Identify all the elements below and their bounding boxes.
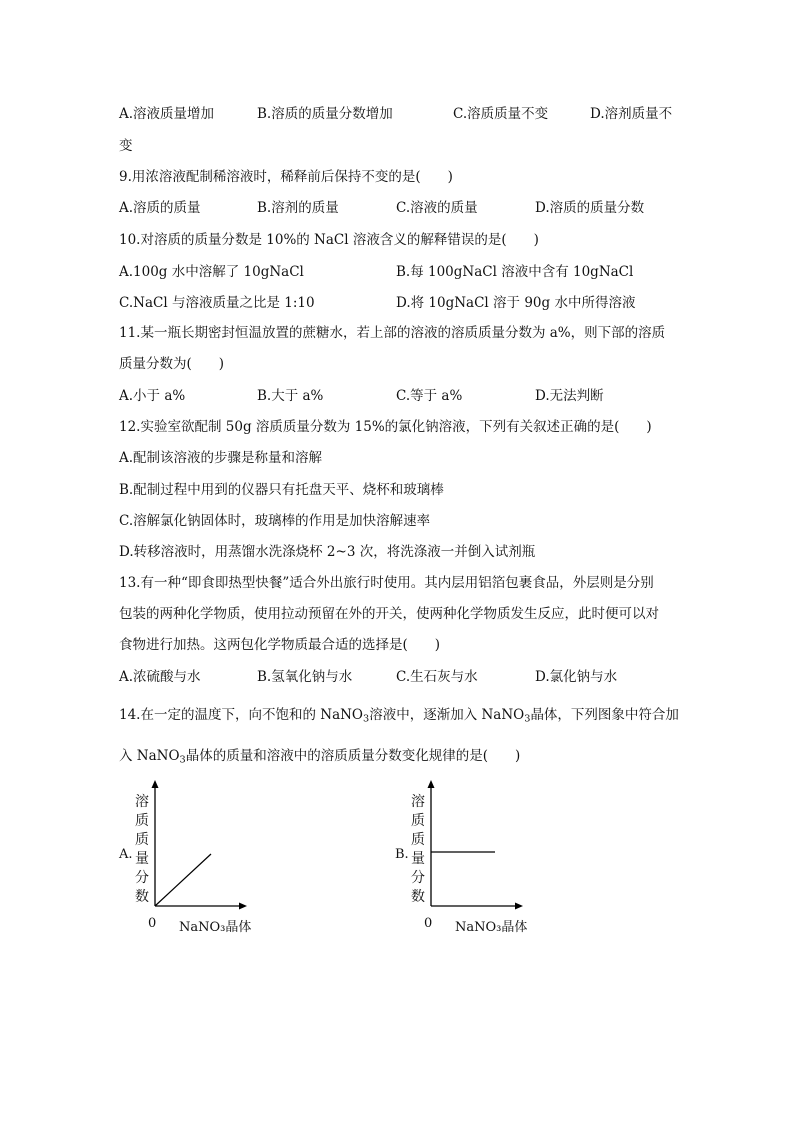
q11-option-c: C.等于 a% [396, 388, 463, 404]
q8-option-d-wrap: 变 [119, 138, 133, 154]
q9-option-b: B.溶剂的质量 [257, 200, 339, 216]
q11-option-d: D.无法判断 [535, 388, 604, 404]
q12-option-b: B.配制过程中用到的仪器只有托盘天平、烧杯和玻璃棒 [119, 482, 444, 498]
q13-option-d: D.氯化钠与水 [535, 669, 618, 685]
q13-stem-line3: 食物进行加热。这两包化学物质最合适的选择是( ) [119, 637, 441, 653]
q8-option-d: D.溶剂质量不 [590, 106, 673, 122]
q9-stem: 9.用浓溶液配制稀溶液时，稀释前后保持不变的是( ) [119, 169, 453, 185]
q13-stem-line1: 13.有一种“即食即热型快餐”适合外出旅行时使用。其内层用铝箔包裹食品，外层则是分别 [119, 575, 654, 591]
q13-option-c: C.生石灰与水 [396, 669, 478, 685]
q11-option-a: A.小于 a% [119, 388, 186, 404]
q8-option-b: B.溶质的质量分数增加 [257, 106, 393, 122]
q12-option-d: D.转移溶液时，用蒸馏水洗涤烧杯 2~3 次，将洗涤液一并倒入试剂瓶 [119, 544, 536, 560]
q13-option-a: A.浓硫酸与水 [119, 669, 201, 685]
q10-option-a: A.100g 水中溶解了 10gNaCl [119, 264, 304, 280]
q13-option-b: B.氢氧化钠与水 [257, 669, 353, 685]
graph-a-curve [155, 854, 211, 906]
graph-b-xlabel: NaNO₃晶体 [455, 920, 528, 935]
q11-stem-line1: 11.某一瓶长期密封恒温放置的蔗糖水，若上部的溶液的溶质质量分数为 a%，则下部的溶质 [119, 325, 666, 341]
q10-option-b: B.每 100gNaCl 溶液中含有 10gNaCl [396, 264, 634, 280]
q10-option-c: C.NaCl 与溶液质量之比是 1:10 [119, 295, 315, 311]
graph-option-b: B. 溶 质 质 量 分 数 0 NaNO₃晶体 [391, 780, 581, 950]
q8-option-a: A.溶液质量增加 [119, 106, 215, 122]
graph-a-xlabel: NaNO₃晶体 [179, 920, 252, 935]
graph-option-a: A. 溶 质 质 量 分 数 0 NaNO₃晶体 [115, 780, 305, 950]
graph-a-origin: 0 [148, 916, 157, 931]
graph-b-option-label: B. [395, 847, 409, 862]
q9-option-d: D.溶质的质量分数 [535, 200, 645, 216]
q9-option-c: C.溶液的质量 [396, 200, 478, 216]
q14-stem-line1: 14.在一定的温度下，向不饱和的 NaNO$_3$溶液中，逐渐加入 NaNO$_3$晶体，下列图象中符合加 [119, 707, 679, 725]
q11-option-b: B.大于 a% [257, 388, 324, 404]
graph-b-origin: 0 [424, 916, 433, 931]
q12-stem: 12.实验室欲配制 50g 溶质质量分数为 15%的氯化钠溶液，下列有关叙述正确的是( ) [119, 419, 652, 435]
q10-option-d: D.将 10gNaCl 溶于 90g 水中所得溶液 [396, 295, 636, 311]
q14-stem-line2: 入 NaNO$_3$晶体的质量和溶液中的溶质质量分数变化规律的是( ) [119, 748, 521, 766]
q12-option-c: C.溶解氯化钠固体时，玻璃棒的作用是加快溶解速率 [119, 513, 431, 529]
q12-option-a: A.配制该溶液的步骤是称量和溶解 [119, 450, 323, 466]
graph-a-option-label: A. [119, 847, 133, 862]
q11-stem-line2: 质量分数为( ) [119, 356, 225, 372]
q13-stem-line2: 包装的两种化学物质，使用拉动预留在外的开关，使两种化学物质发生反应，此时便可以对 [119, 606, 659, 622]
q10-stem: 10.对溶质的质量分数是 10%的 NaCl 溶液含义的解释错误的是( ) [119, 232, 539, 248]
q8-option-c: C.溶质质量不变 [453, 106, 549, 122]
q9-option-a: A.溶质的质量 [119, 200, 201, 216]
